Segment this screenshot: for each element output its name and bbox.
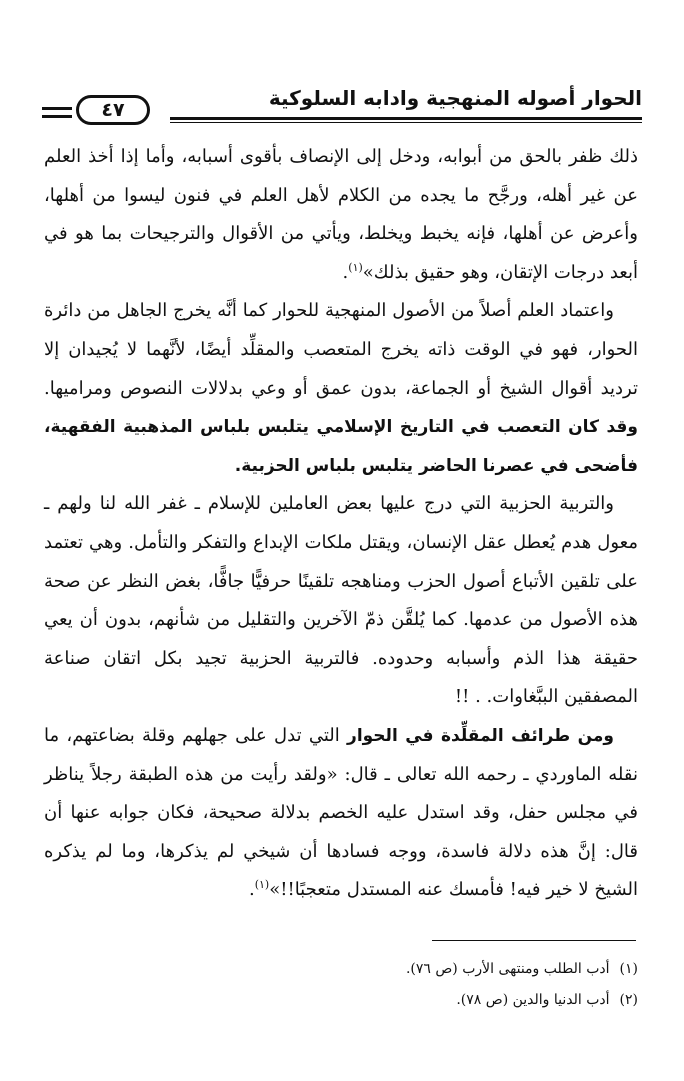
footnote-1-number: (١) xyxy=(619,961,638,977)
book-title: الحوار أصوله المنهجية وادابه السلوكية xyxy=(268,86,642,110)
header-rule xyxy=(170,117,642,120)
header-left-rule-top xyxy=(42,107,72,110)
footnote-ref-1: (١) xyxy=(348,260,363,274)
footnote-2-number: (٢) xyxy=(619,992,638,1008)
paragraph-1-tail: . xyxy=(342,261,349,283)
running-header xyxy=(42,82,642,126)
paragraph-2 xyxy=(44,292,638,485)
paragraph-2-text: واعتماد العلم أصلاً من الأصول المنهجية للحوار كما أنَّه يخرج الجاهل من دائرة الحوار، فهو في الوقت ذاته يخرج المتعصب والمقلِّد أيضًا، لأنَّهما لا يُجيدان إلا ترديد أقوال الشيخ أو الجماعة، بدون عمق أو وعي بدلالات النصوص ومراميها. xyxy=(44,300,638,399)
footnote-2 xyxy=(44,985,638,1016)
paragraph-4 xyxy=(44,717,638,910)
main-text xyxy=(44,138,638,910)
footnote-1 xyxy=(44,954,638,985)
footnote-ref-2: (١) xyxy=(254,878,270,892)
footnote-2-text: أدب الدنيا والدين (ص ٧٨). xyxy=(456,992,610,1008)
header-left-rule-bottom xyxy=(42,115,72,118)
footnote-1-text: أدب الطلب ومنتهى الأرب (ص ٧٦). xyxy=(405,961,610,977)
paragraph-4-text: التي تدل على جهلهم وقلة بضاعتهم، ما نقله الماوردي ـ رحمه الله تعالى ـ قال: «ولقد رأيت من هذه الطبقة رجلاً يناظر في مجلس حفل، وقد استدل عليه الخصم بدلالة صحيحة، فكان جوابه عنها أن قال: إنَّ هذه دلالة فاسدة، ووجه فسادها أن شيخي لم يذكرها، وما لم يذكره الشيخ لا خير فيه! فأمسك عنه المستدل متعجبًا!!» xyxy=(44,724,638,901)
paragraph-4-tail: . xyxy=(248,879,255,901)
header-rule-thin xyxy=(170,122,642,123)
footnotes xyxy=(44,954,638,1016)
paragraph-1-text: ذلك ظفر بالحق من أبوابه، ودخل إلى الإنصاف بأقوى أسبابه، وأما إذا أخذ العلم عن غير أهله، ورجَّح ما يجده من الكلام لأهل العلم في فنون ليسوا من أهلها، وأعرض عن أهلها، فإنه يخبط ويخلط، ويأتي من الأقوال والترجيحات بما هو في أبعد درجات الإتقان، وهو حقيق بذلك» xyxy=(44,146,638,283)
paragraph-1 xyxy=(44,138,638,292)
page-number: ٤٧ xyxy=(76,95,150,125)
paragraph-3-text: والتربية الحزبية التي درج عليها بعض العاملين للإسلام ـ غفر الله لنا ولهم ـ معول هدم يُعطل عقل الإنسان، ويقتل ملكات الإبداع والتفكر والتأمل. وهي تعتمد على تلقين الأتباع أصول الحزب ومناهجه تلقينًا حرفيًّا جافًّا، بغض النظر عن صحة هذه الأصول من عدمها. كما يُلقَّن ذمّ الآخرين والتقليل من شأنهم، بدون أن يعي حقيقة هذا الذم وأسبابه وحدوده. فالتربية الحزبية تجيد بكل اتقان صناعة المصفقين الببَّغاوات. . !! xyxy=(44,493,638,708)
footnote-separator xyxy=(432,940,636,941)
paragraph-4-bold: ومن طرائف المقلِّدة في الحوار xyxy=(347,725,614,746)
paragraph-3 xyxy=(44,485,638,717)
paragraph-2-bold: وقد كان التعصب في التاريخ الإسلامي يتلبس بلباس المذهبية الفقهية، فأضحى في عصرنا الحاضر يتلبس بلباس الحزبية. xyxy=(44,417,638,476)
